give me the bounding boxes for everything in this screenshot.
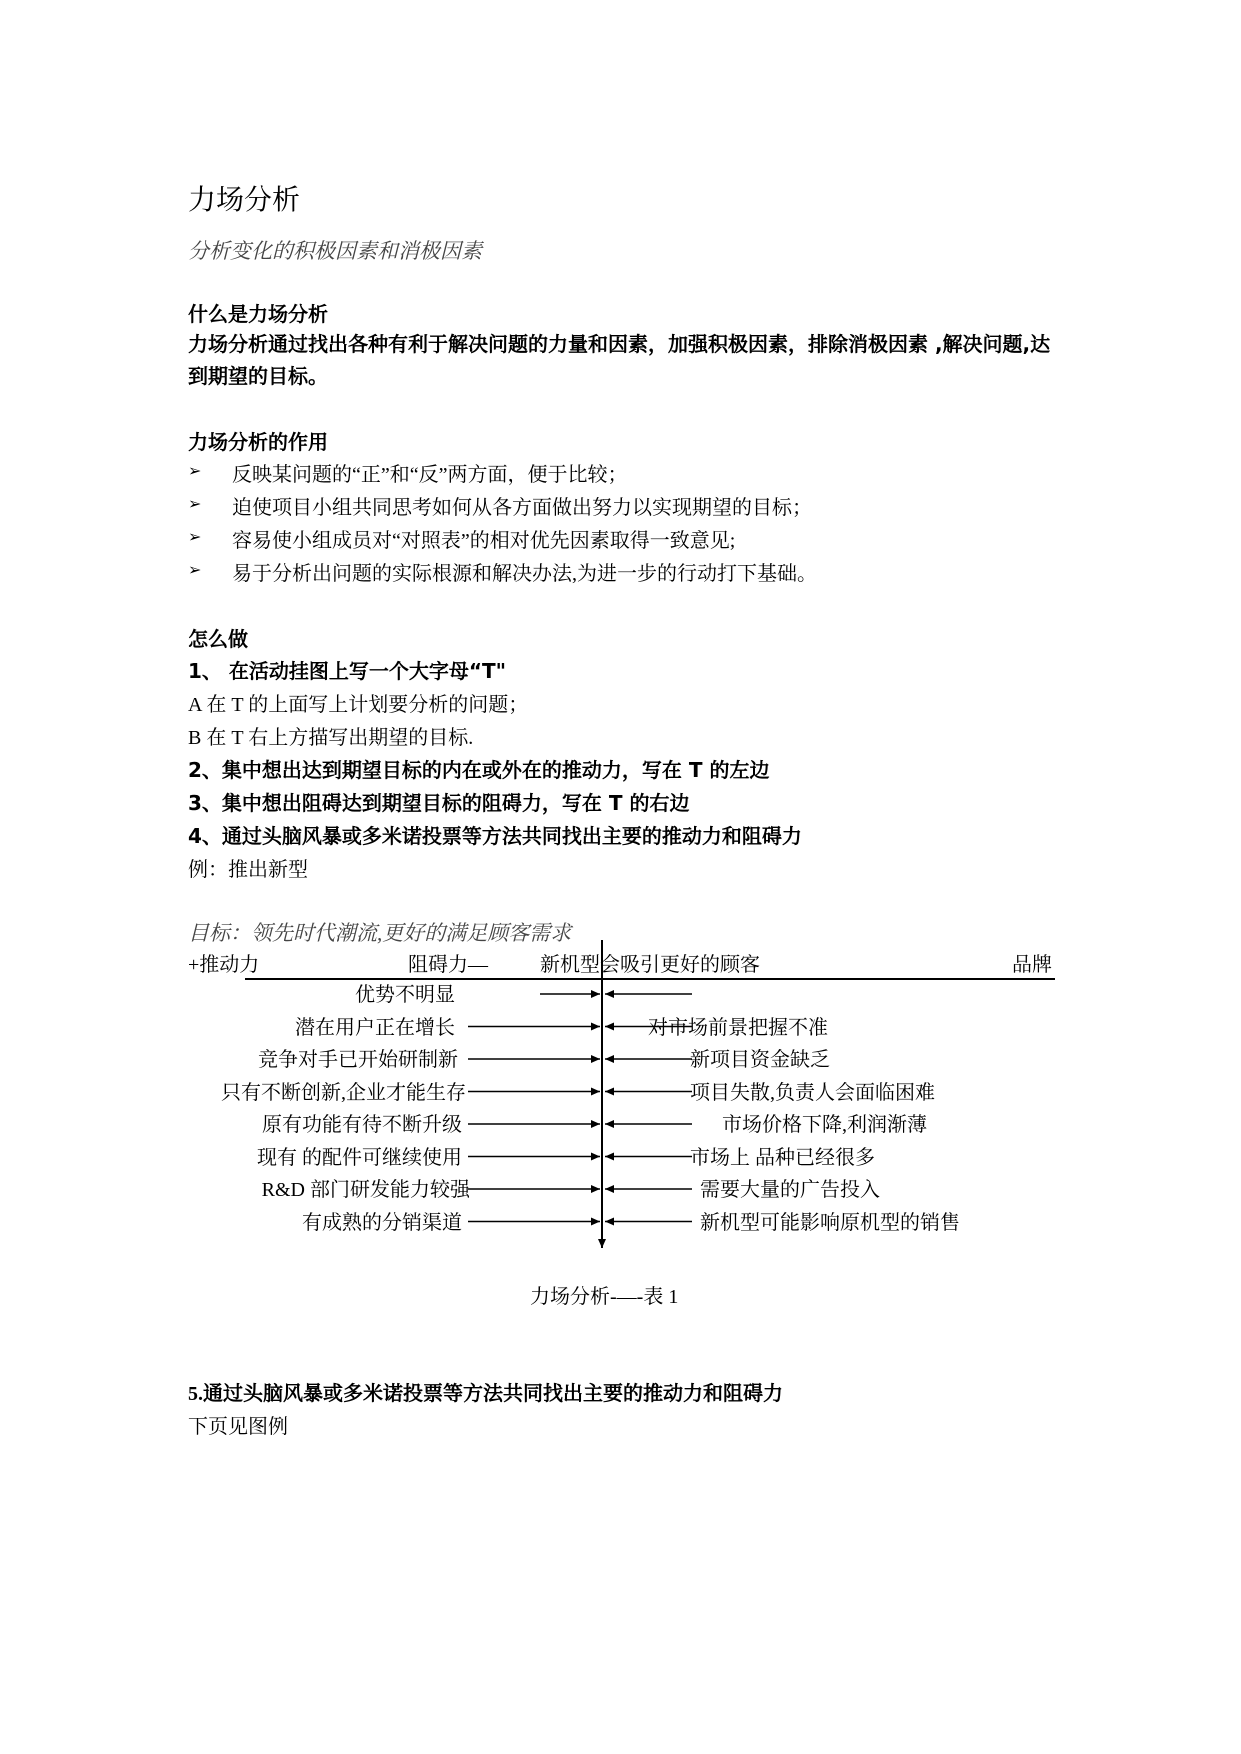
diagram-goal: 目标：领先时代潮流,更好的满足顾客需求 — [188, 921, 572, 945]
step-1: 1、 在活动挂图上写一个大字母“T" — [188, 659, 507, 683]
bullet-arrow-icon: ➢ — [188, 494, 202, 513]
next-page-note: 下页见图例 — [188, 1416, 288, 1438]
driving-force-label: 原有功能有待不断升级 — [262, 1114, 462, 1136]
bullet-text: 迫使项目小组共同思考如何从各方面做出努力以实现期望的目标； — [232, 497, 812, 519]
bullet-text: 易于分析出问题的实际根源和解决办法,为进一步的行动打下基础。 — [232, 563, 817, 585]
restraining-force-label: 市场价格下降,利润渐薄 — [722, 1114, 927, 1136]
driving-force-label: 竞争对手已开始研制新 — [258, 1049, 458, 1071]
section-heading-step5: 5.通过头脑风暴或多米诺投票等方法共同找出主要的推动力和阻碍力 — [188, 1383, 783, 1405]
bullet-text: 容易使小组成员对“对照表”的相对优先因素取得一致意见; — [232, 530, 736, 552]
restraining-force-label: 需要大量的广告投入 — [700, 1179, 880, 1201]
diagram-caption: 力场分析-—-表 1 — [530, 1286, 679, 1308]
page-subtitle: 分析变化的积极因素和消极因素 — [188, 239, 482, 263]
bullet-text: 反映某问题的“正”和“反”两方面，便于比较； — [232, 464, 628, 486]
diagram-header-restraining: 阻碍力— — [408, 954, 488, 976]
diagram-header-problem: 新机型会吸引更好的顾客 — [540, 954, 760, 976]
section-heading-what: 什么是力场分析 — [188, 302, 328, 326]
bullet-arrow-icon: ➢ — [188, 527, 202, 546]
example-label: 例：推出新型 — [188, 859, 308, 881]
section-heading-role: 力场分析的作用 — [188, 430, 328, 454]
bullet-arrow-icon: ➢ — [188, 461, 202, 480]
driving-force-label: 优势不明显 — [355, 984, 455, 1006]
driving-force-label: 潜在用户正在增长 — [295, 1016, 455, 1039]
step-3: 3、集中想出阻碍达到期望目标的阻碍力，写在 T 的右边 — [188, 791, 690, 815]
driving-force-label: R&D 部门研发能力较强 — [261, 1179, 470, 1201]
step-1a: A 在 T 的上面写上计划要分析的问题； — [188, 694, 529, 716]
step-4: 4、通过头脑风暴或多米诺投票等方法共同找出主要的推动力和阻碍力 — [188, 824, 802, 848]
step-2: 2、集中想出达到期望目标的内在或外在的推动力，写在 T 的左边 — [188, 758, 770, 782]
page-title: 力场分析 — [188, 183, 301, 216]
driving-force-label: 现有 的配件可继续使用 — [257, 1146, 462, 1169]
diagram-header-driving: +推动力 — [188, 954, 260, 976]
section-heading-how: 怎么做 — [188, 627, 248, 651]
section-body-what: 力场分析通过找出各种有利于解决问题的力量和因素，加强积极因素，排除消极因素 ,解决问题,达到期望的目标。 — [188, 332, 1051, 388]
driving-force-label: 只有不断创新,企业才能生存 — [221, 1081, 466, 1104]
restraining-force-label: 对市场前景把握不准 — [648, 1016, 828, 1039]
restraining-force-label: 项目失散,负责人会面临困难 — [690, 1081, 935, 1104]
restraining-force-label: 新项目资金缺乏 — [690, 1049, 830, 1071]
restraining-force-label: 市场上 品种已经很多 — [690, 1146, 875, 1169]
restraining-force-label: 新机型可能影响原机型的销售 — [700, 1211, 960, 1234]
diagram-header-brand: 品牌 — [1012, 954, 1052, 976]
driving-force-label: 有成熟的分销渠道 — [302, 1211, 462, 1234]
bullet-arrow-icon: ➢ — [188, 560, 202, 579]
step-1b: B 在 T 右上方描写出期望的目标. — [188, 727, 474, 749]
